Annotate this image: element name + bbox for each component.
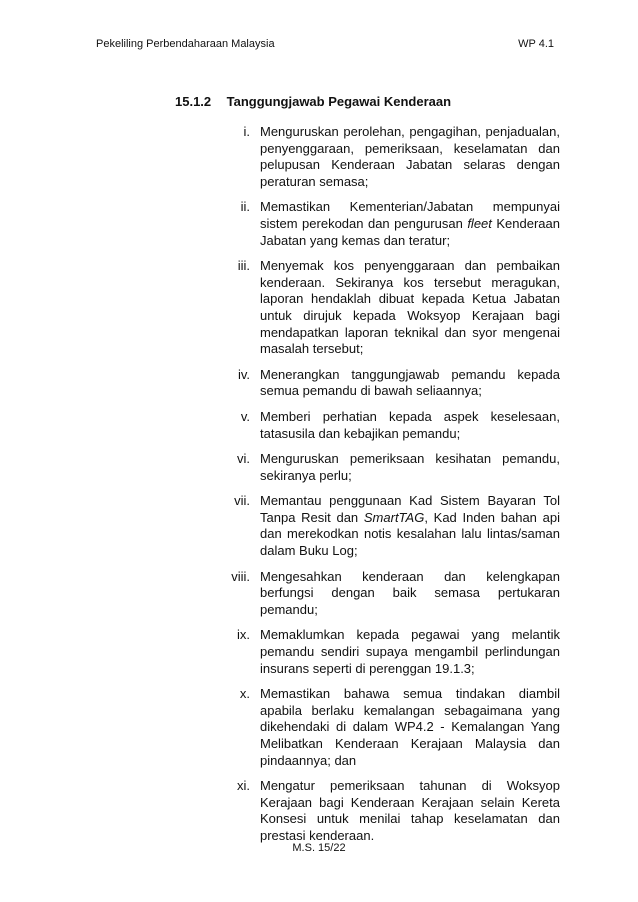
section-title: Tanggungjawab Pegawai Kenderaan [226, 94, 452, 109]
list-item-text: Mengesahkan kenderaan dan kelengkapan berfungsi dengan baik semasa pertukaran pemandu; [260, 568, 560, 617]
list-item [210, 686, 560, 769]
section-heading [175, 94, 451, 109]
list-item [210, 409, 560, 442]
list-item-number: viii. [231, 568, 250, 584]
list-item-text: Menyemak kos penyenggaraan dan pembaikan kenderaan. Sekiranya kos tersebut meragukan, laporan hendaklah dibuat kepada Ketua Jabatan untuk dirujuk kepada Woksyop Kerajaan bagi mendapatkan laporan teknikal dan syor mengenai masalah tersebut; [260, 258, 560, 357]
list-item [210, 627, 560, 677]
running-header-title: Pekeliling Perbendaharaan Malaysia [96, 38, 275, 50]
list-item-number: ii. [240, 199, 250, 215]
list-item-text: Menerangkan tanggungjawab pemandu kepada semua pemandu di bawah seliaannya; [260, 366, 560, 399]
list-item-text: Menguruskan perolehan, pengagihan, penjadualan, penyenggaraan, pemeriksaan, keselamatan dan pelupusan Kenderaan Jabatan selaras dengan peraturan semasa; [260, 124, 560, 189]
list-item-text-emphasis: fleet [467, 215, 492, 231]
list-item [210, 124, 560, 190]
list-item-number: i. [243, 124, 250, 139]
list-item [210, 367, 560, 400]
duties-list [210, 124, 560, 854]
list-item [210, 493, 560, 559]
list-item-number: iv. [237, 366, 250, 382]
list-item-text-emphasis: SmartTAG [363, 509, 425, 525]
list-item-text: Menguruskan pemeriksaan kesihatan pemandu, sekiranya perlu; [260, 451, 560, 483]
list-item-text: Memastikan bahawa semua tindakan diambil apabila berlaku kemalangan sebagaimana yang dikehendaki di dalam WP4.2 - Kemalangan Yang Melibatkan Kenderaan Kerajaan Malaysia dan pindaannya; dan [260, 686, 560, 768]
list-item-text: Mengatur pemeriksaan tahunan di Woksyop Kerajaan bagi Kenderaan Kerajaan selain Kereta Konsesi untuk menilai tahap keselamatan dan prestasi kenderaan. [260, 778, 560, 843]
section-number: 15.1.2 [175, 94, 212, 109]
list-item-text-part: Kenderaan Jabatan yang kemas dan teratur; [260, 215, 560, 248]
running-header-code: WP 4.1 [518, 38, 554, 50]
list-item-text-part: Memantau penggunaan Kad Sistem Bayaran Tol Tanpa Resit dan [260, 493, 560, 525]
list-item-number: xi. [237, 778, 250, 794]
list-item-text: Memaklumkan kepada pegawai yang melantik pemandu sendiri supaya mengambil perlindungan insurans seperti di perenggan 19.1.3; [260, 627, 560, 676]
list-item-number: vii. [234, 493, 250, 509]
list-item-number: ix. [237, 627, 250, 643]
list-item [210, 778, 560, 844]
list-item-number: iii. [237, 258, 250, 274]
list-item [210, 258, 560, 358]
list-item [210, 199, 560, 249]
list-item-text: Memberi perhatian kepada aspek keselesaan, tatasusila dan kebajikan pemandu; [260, 408, 560, 441]
list-item [210, 451, 560, 484]
list-item-number: v. [240, 408, 250, 424]
list-item-text-part: Memastikan Kementerian/Jabatan mempunyai sistem perekodan dan pengurusan [260, 199, 560, 231]
list-item-number: x. [239, 686, 250, 702]
list-item [210, 569, 560, 619]
list-item-text [260, 493, 560, 559]
list-item-text-part: , Kad Inden bahan api dan merekodkan notis kesalahan lalu lintas/saman dalam Buku Log; [260, 509, 560, 559]
list-item-number: vi. [237, 451, 250, 467]
list-item-text [260, 199, 560, 249]
page-number: M.S. 15/22 [292, 842, 346, 854]
